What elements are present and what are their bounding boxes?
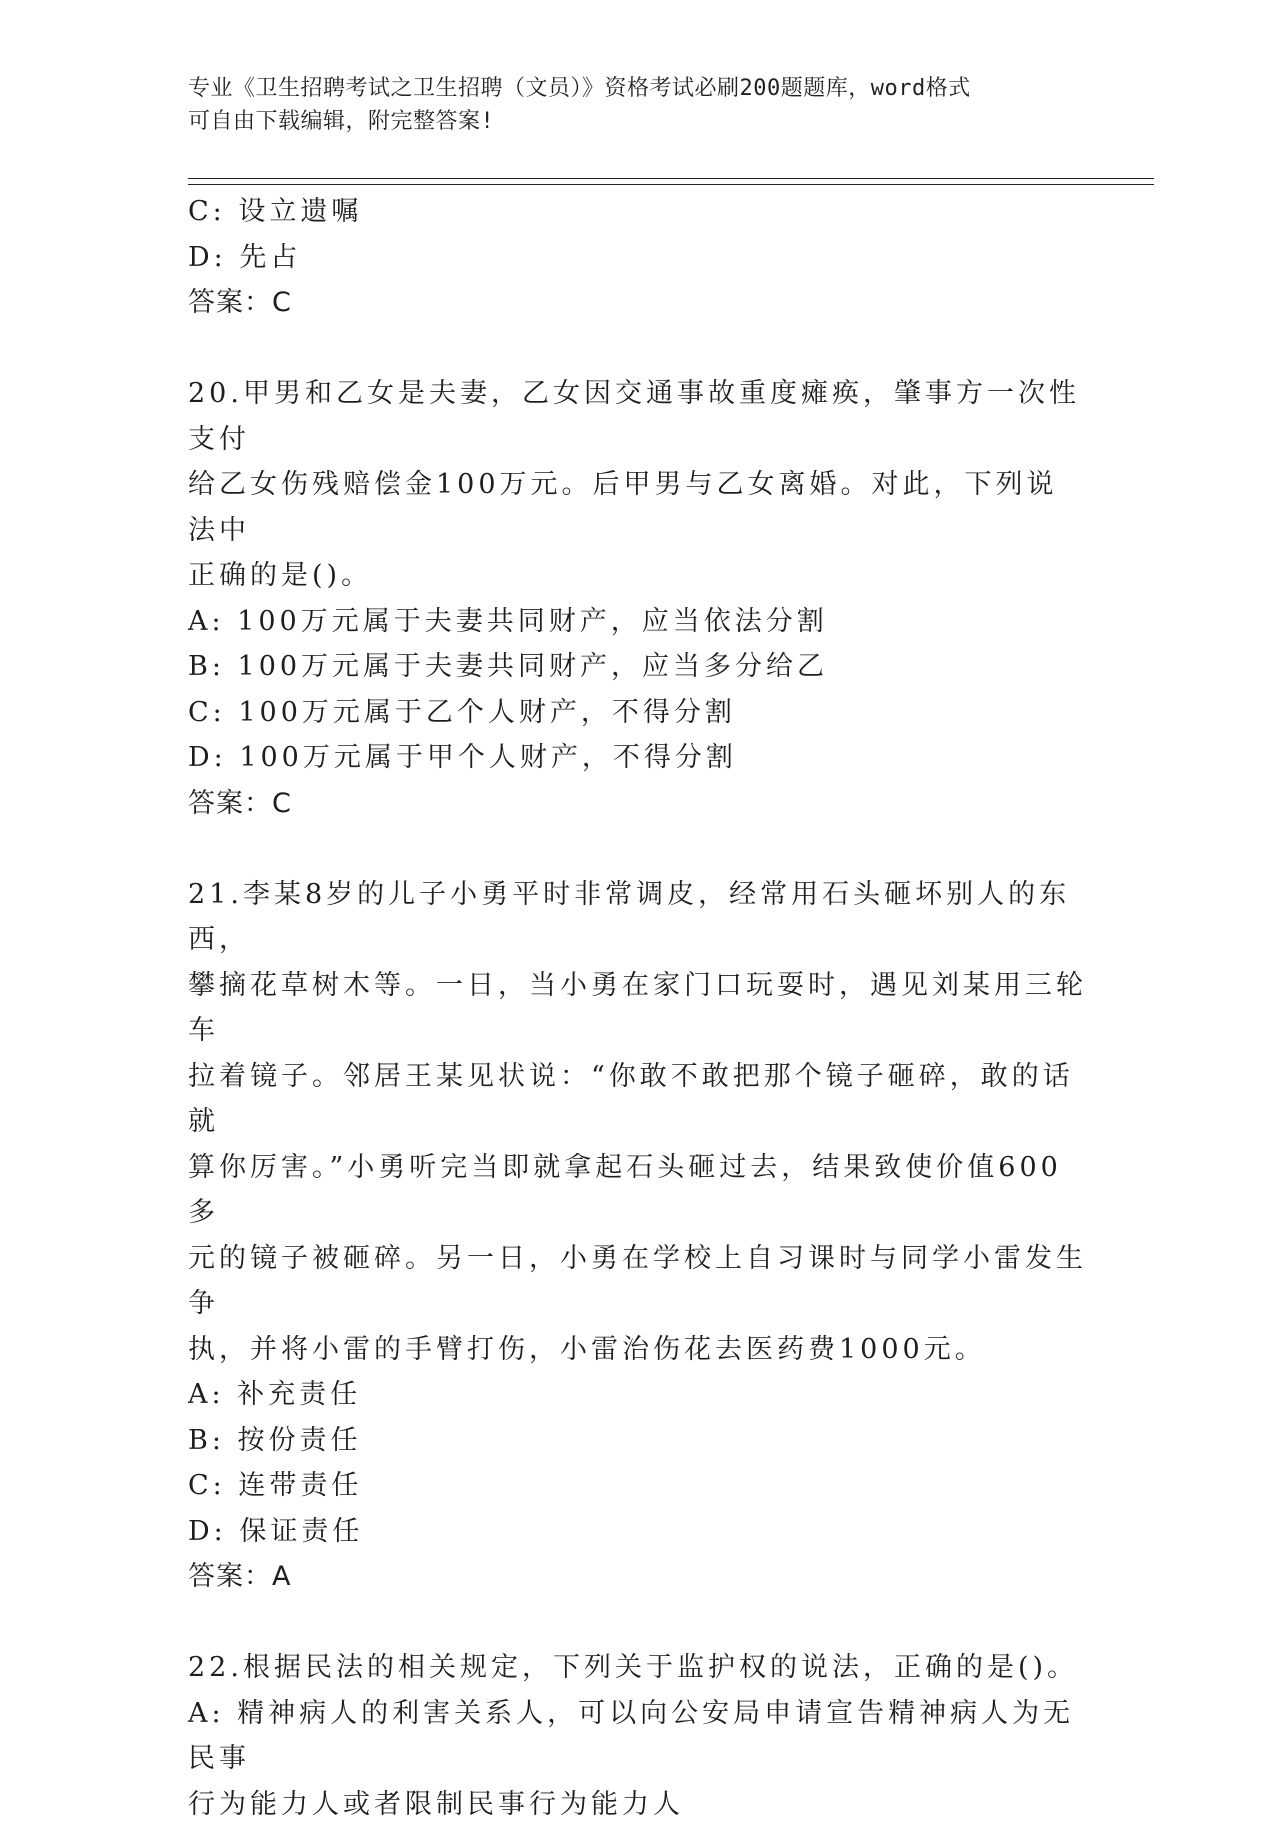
header-divider-top (188, 178, 1154, 179)
option-a: A: 补充责任 (188, 1372, 1088, 1418)
header-divider-bottom (188, 184, 1154, 185)
question-text-line: 执，并将小雷的手臂打伤，小雷治伤花去医药费1000元。 (188, 1327, 1088, 1373)
answer: 答案：A (188, 1554, 1088, 1600)
previous-question-tail (188, 189, 1088, 326)
option-b: B: 按份责任 (188, 1418, 1088, 1464)
question-text-line: 元的镜子被砸碎。另一日，小勇在学校上自习课时与同学小雷发生争 (188, 1236, 1088, 1327)
option-c: C: 设立遗嘱 (188, 189, 1088, 235)
option-b: B: 100万元属于夫妻共同财产，应当多分给乙 (188, 644, 1088, 690)
answer: 答案：C (188, 280, 1088, 326)
option-c: C: 100万元属于乙个人财产，不得分割 (188, 690, 1088, 736)
option-d: D: 100万元属于甲个人财产，不得分割 (188, 735, 1088, 781)
question-text-line: 算你厉害。”小勇听完当即就拿起石头砸过去，结果致使价值600多 (188, 1145, 1088, 1236)
question-21 (188, 872, 1088, 1600)
spacer (188, 1600, 1088, 1646)
header-title-line-1: 专业《卫生招聘考试之卫生招聘（文员）》资格考试必刷200题题库，word格式 (188, 72, 1068, 105)
answer: 答案：C (188, 781, 1088, 827)
question-text-line: 给乙女伤残赔偿金100万元。后甲男与乙女离婚。对此，下列说法中 (188, 462, 1088, 553)
question-text-line: 20.甲男和乙女是夫妻，乙女因交通事故重度瘫痪，肇事方一次性支付 (188, 371, 1088, 462)
question-text-line: 21.李某8岁的儿子小勇平时非常调皮，经常用石头砸坏别人的东西， (188, 872, 1088, 963)
question-20 (188, 371, 1088, 826)
option-a: A: 精神病人的利害关系人，可以向公安局申请宣告精神病人为无民事 (188, 1691, 1088, 1782)
question-content (188, 189, 1088, 1827)
spacer (188, 326, 1088, 372)
spacer (188, 826, 1088, 872)
option-a: A: 100万元属于夫妻共同财产，应当依法分割 (188, 599, 1088, 645)
question-text-line: 攀摘花草树木等。一日，当小勇在家门口玩耍时，遇见刘某用三轮车 (188, 963, 1088, 1054)
page-header (188, 72, 1068, 138)
question-text-line: 22.根据民法的相关规定，下列关于监护权的说法，正确的是()。 (188, 1645, 1088, 1691)
option-c: C: 连带责任 (188, 1463, 1088, 1509)
question-text-line: 拉着镜子。邻居王某见状说：“你敢不敢把那个镜子砸碎，敢的话就 (188, 1054, 1088, 1145)
option-d: D: 先占 (188, 235, 1088, 281)
header-title-line-2: 可自由下载编辑，附完整答案! (188, 105, 1068, 138)
option-a-continued: 行为能力人或者限制民事行为能力人 (188, 1782, 1088, 1827)
option-d: D: 保证责任 (188, 1509, 1088, 1555)
question-22 (188, 1645, 1088, 1827)
question-text-line: 正确的是()。 (188, 553, 1088, 599)
